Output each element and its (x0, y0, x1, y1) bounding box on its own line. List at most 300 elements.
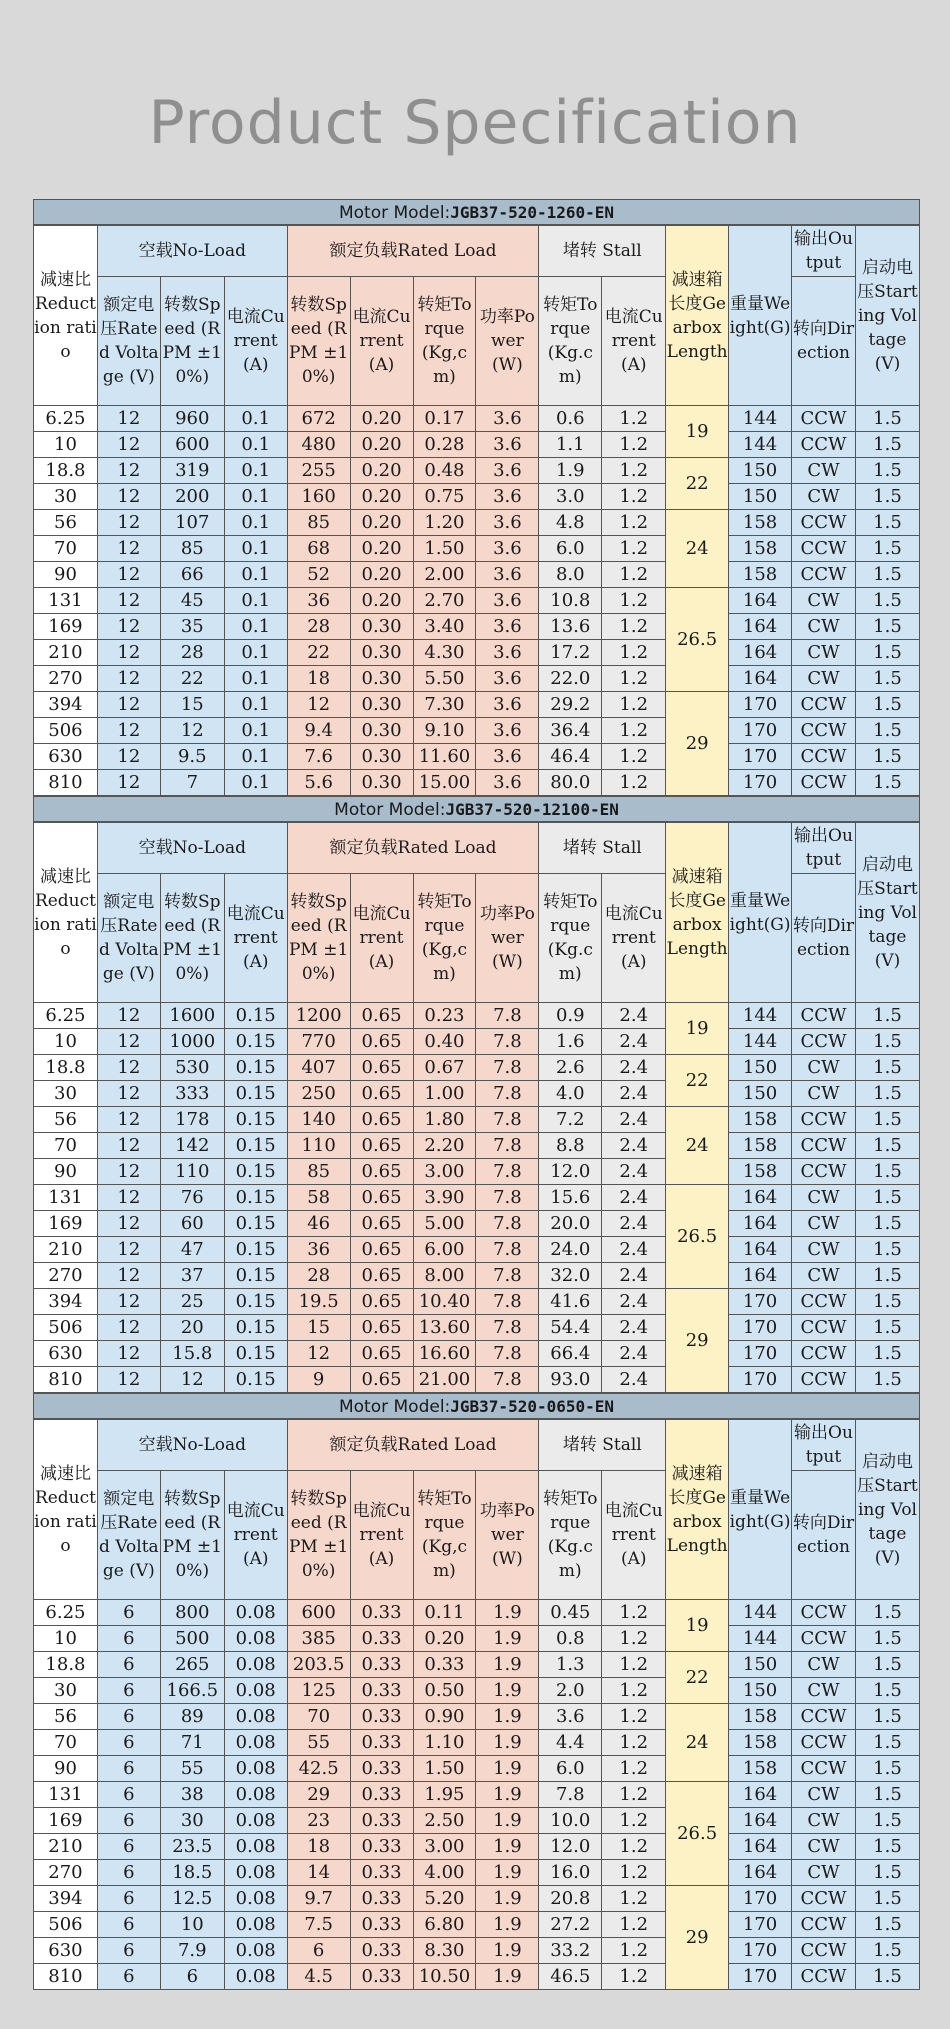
header-rated-torque-text: 转矩Torque (Kg,cm) (417, 892, 472, 984)
cell-weight: 150 (729, 1652, 792, 1678)
header-rated-speed-text: 转数Speed (RPM ±10%) (288, 295, 349, 387)
motor-model-bar (33, 796, 920, 822)
cell-torque-stall: 6.0 (539, 536, 602, 562)
cell-direction: CCW (792, 1756, 856, 1782)
cell-speed-no-load: 800 (160, 1600, 224, 1626)
cell-torque-rated: 5.50 (413, 666, 476, 692)
cell-current-stall: 2.4 (602, 1263, 666, 1289)
header-stall-torque (539, 1471, 602, 1600)
cell-power: 1.9 (476, 1912, 539, 1938)
cell-torque-stall: 46.4 (539, 744, 602, 770)
cell-weight: 150 (729, 1081, 792, 1107)
cell-ratio: 18.8 (34, 1652, 98, 1678)
cell-voltage: 12 (97, 1211, 160, 1237)
table-row (34, 640, 920, 666)
cell-weight: 164 (729, 1211, 792, 1237)
cell-speed-no-load: 25 (160, 1289, 224, 1315)
cell-power: 1.9 (476, 1886, 539, 1912)
cell-torque-stall: 0.8 (539, 1626, 602, 1652)
cell-voltage: 12 (97, 1367, 160, 1393)
cell-ratio: 10 (34, 1029, 98, 1055)
cell-torque-rated: 0.40 (413, 1029, 476, 1055)
cell-gearbox-length-text: 24 (685, 1732, 709, 1753)
cell-torque-rated: 10.50 (413, 1964, 476, 1990)
cell-speed-no-load: 7 (160, 770, 224, 796)
header-output (792, 1420, 856, 1471)
cell-gearbox-length (666, 1652, 729, 1704)
header-reduction-ratio-text: 减速比Reduction ratio (34, 269, 97, 362)
cell-starting-voltage: 1.5 (855, 1289, 919, 1315)
cell-torque-stall: 27.2 (539, 1912, 602, 1938)
cell-power: 7.8 (476, 1003, 539, 1029)
cell-torque-stall: 13.6 (539, 614, 602, 640)
cell-voltage: 12 (97, 1133, 160, 1159)
cell-current-no-load: 0.15 (224, 1263, 287, 1289)
motor-model-label: Motor Model: (338, 203, 451, 223)
cell-torque-stall: 8.0 (539, 562, 602, 588)
table-row (34, 1263, 920, 1289)
cell-torque-rated: 4.30 (413, 640, 476, 666)
cell-current-stall: 2.4 (602, 1289, 666, 1315)
cell-ratio: 210 (34, 1237, 98, 1263)
cell-starting-voltage: 1.5 (855, 1912, 919, 1938)
cell-power: 7.8 (476, 1341, 539, 1367)
header-rated-current (350, 1471, 413, 1600)
cell-torque-rated: 0.23 (413, 1003, 476, 1029)
cell-torque-rated: 3.00 (413, 1834, 476, 1860)
header-no-load (97, 823, 287, 874)
header-no-load-current-text: 电流Current (A) (226, 307, 285, 375)
cell-speed-rated: 19.5 (287, 1289, 350, 1315)
cell-starting-voltage: 1.5 (855, 1626, 919, 1652)
cell-weight: 150 (729, 458, 792, 484)
header-row-group (34, 226, 920, 277)
cell-direction: CCW (792, 1289, 856, 1315)
cell-torque-rated: 2.50 (413, 1808, 476, 1834)
header-no-load-speed-text: 转数Speed (RPM ±10%) (162, 892, 222, 984)
cell-speed-no-load: 35 (160, 614, 224, 640)
cell-direction: CCW (792, 1003, 856, 1029)
page-title: Product Specification (148, 88, 802, 158)
cell-starting-voltage: 1.5 (855, 1938, 919, 1964)
cell-current-no-load: 0.08 (224, 1756, 287, 1782)
cell-speed-no-load: 71 (160, 1730, 224, 1756)
cell-speed-rated: 110 (287, 1133, 350, 1159)
header-reduction-ratio-text: 减速比Reduction ratio (34, 866, 97, 959)
cell-current-rated: 0.30 (350, 666, 413, 692)
cell-current-no-load: 0.08 (224, 1626, 287, 1652)
cell-power: 7.8 (476, 1107, 539, 1133)
cell-voltage: 6 (97, 1912, 160, 1938)
cell-current-no-load: 0.15 (224, 1081, 287, 1107)
cell-direction: CCW (792, 510, 856, 536)
cell-speed-rated: 12 (287, 1341, 350, 1367)
cell-direction: CW (792, 614, 856, 640)
cell-voltage: 12 (97, 484, 160, 510)
cell-voltage: 12 (97, 1185, 160, 1211)
cell-torque-rated: 0.75 (413, 484, 476, 510)
cell-torque-stall: 80.0 (539, 770, 602, 796)
cell-current-rated: 0.33 (350, 1678, 413, 1704)
cell-direction: CCW (792, 1133, 856, 1159)
cell-starting-voltage: 1.5 (855, 1081, 919, 1107)
cell-voltage: 6 (97, 1678, 160, 1704)
cell-direction: CCW (792, 536, 856, 562)
cell-speed-rated: 4.5 (287, 1964, 350, 1990)
cell-ratio: 56 (34, 510, 98, 536)
header-no-load-text: 空载No-Load (138, 241, 246, 261)
cell-voltage: 12 (97, 406, 160, 432)
cell-current-rated: 0.33 (350, 1938, 413, 1964)
cell-speed-no-load: 530 (160, 1055, 224, 1081)
header-stall-text: 堵转 Stall (562, 1435, 642, 1455)
cell-direction: CCW (792, 1315, 856, 1341)
cell-power: 7.8 (476, 1367, 539, 1393)
header-direction (792, 1471, 856, 1600)
table-row (34, 1315, 920, 1341)
cell-current-stall: 1.2 (602, 1886, 666, 1912)
cell-voltage: 12 (97, 1315, 160, 1341)
cell-current-no-load: 0.15 (224, 1289, 287, 1315)
cell-torque-rated: 1.10 (413, 1730, 476, 1756)
cell-speed-no-load: 18.5 (160, 1860, 224, 1886)
cell-weight: 144 (729, 1003, 792, 1029)
cell-current-rated: 0.30 (350, 640, 413, 666)
cell-current-no-load: 0.15 (224, 1055, 287, 1081)
cell-torque-rated: 3.40 (413, 614, 476, 640)
cell-starting-voltage: 1.5 (855, 640, 919, 666)
cell-torque-rated: 1.50 (413, 536, 476, 562)
cell-voltage: 6 (97, 1834, 160, 1860)
cell-speed-no-load: 30 (160, 1808, 224, 1834)
cell-torque-stall: 4.4 (539, 1730, 602, 1756)
header-stall-torque-text: 转矩Torque (Kg.cm) (543, 1489, 598, 1581)
header-direction (792, 277, 856, 406)
cell-voltage: 12 (97, 1003, 160, 1029)
cell-power: 1.9 (476, 1964, 539, 1990)
header-no-load-current (224, 1471, 287, 1600)
table-row (34, 1704, 920, 1730)
cell-starting-voltage: 1.5 (855, 1652, 919, 1678)
cell-speed-no-load: 47 (160, 1237, 224, 1263)
cell-direction: CW (792, 1860, 856, 1886)
header-no-load-speed-text: 转数Speed (RPM ±10%) (162, 295, 222, 387)
cell-speed-rated: 42.5 (287, 1756, 350, 1782)
spec-table (33, 1419, 920, 1990)
cell-torque-stall: 6.0 (539, 1756, 602, 1782)
header-rated-speed-text: 转数Speed (RPM ±10%) (288, 892, 349, 984)
header-rated-load-text: 额定负载Rated Load (329, 241, 497, 261)
cell-torque-stall: 12.0 (539, 1159, 602, 1185)
header-direction (792, 874, 856, 1003)
cell-current-stall: 2.4 (602, 1081, 666, 1107)
header-stall-current-text: 电流Current (A) (604, 307, 663, 375)
cell-gearbox-length-text: 26.5 (677, 1226, 718, 1247)
cell-current-rated: 0.33 (350, 1782, 413, 1808)
cell-weight: 158 (729, 1133, 792, 1159)
header-rated-speed (287, 1471, 350, 1600)
cell-weight: 164 (729, 640, 792, 666)
cell-weight: 164 (729, 1185, 792, 1211)
header-direction-text: 转向Direction (792, 1513, 855, 1557)
cell-power: 7.8 (476, 1055, 539, 1081)
cell-current-stall: 1.2 (602, 1600, 666, 1626)
cell-torque-stall: 22.0 (539, 666, 602, 692)
cell-current-rated: 0.20 (350, 536, 413, 562)
cell-direction: CCW (792, 1912, 856, 1938)
cell-voltage: 6 (97, 1730, 160, 1756)
cell-current-stall: 1.2 (602, 1652, 666, 1678)
cell-ratio: 270 (34, 1263, 98, 1289)
cell-ratio: 70 (34, 1133, 98, 1159)
cell-voltage: 12 (97, 692, 160, 718)
cell-torque-rated: 5.20 (413, 1886, 476, 1912)
header-gearbox-length (666, 1420, 729, 1600)
cell-ratio: 270 (34, 1860, 98, 1886)
cell-starting-voltage: 1.5 (855, 1600, 919, 1626)
cell-weight: 150 (729, 1678, 792, 1704)
cell-current-stall: 1.2 (602, 1834, 666, 1860)
cell-power: 1.9 (476, 1860, 539, 1886)
cell-current-no-load: 0.1 (224, 692, 287, 718)
cell-current-stall: 1.2 (602, 1782, 666, 1808)
cell-torque-rated: 11.60 (413, 744, 476, 770)
cell-direction: CCW (792, 1886, 856, 1912)
cell-starting-voltage: 1.5 (855, 588, 919, 614)
header-starting-voltage-text: 启动电压Starting Voltage(V) (857, 854, 918, 971)
cell-voltage: 6 (97, 1938, 160, 1964)
cell-ratio: 30 (34, 1081, 98, 1107)
cell-speed-rated: 18 (287, 1834, 350, 1860)
cell-speed-rated: 5.6 (287, 770, 350, 796)
cell-torque-stall: 2.6 (539, 1055, 602, 1081)
cell-ratio: 18.8 (34, 458, 98, 484)
cell-gearbox-length-text: 29 (685, 1927, 709, 1948)
cell-direction: CW (792, 458, 856, 484)
cell-power: 7.8 (476, 1185, 539, 1211)
cell-power: 7.8 (476, 1263, 539, 1289)
cell-current-stall: 2.4 (602, 1159, 666, 1185)
cell-gearbox-length (666, 1107, 729, 1185)
header-rated-speed (287, 874, 350, 1003)
cell-voltage: 12 (97, 718, 160, 744)
cell-speed-rated: 1200 (287, 1003, 350, 1029)
cell-speed-no-load: 110 (160, 1159, 224, 1185)
table-row (34, 1860, 920, 1886)
cell-current-rated: 0.65 (350, 1003, 413, 1029)
cell-voltage: 12 (97, 770, 160, 796)
cell-weight: 150 (729, 484, 792, 510)
table-row (34, 1730, 920, 1756)
header-rated-torque (413, 874, 476, 1003)
table-row (34, 588, 920, 614)
cell-ratio: 131 (34, 1185, 98, 1211)
cell-weight: 164 (729, 1860, 792, 1886)
cell-direction: CW (792, 1782, 856, 1808)
cell-direction: CW (792, 1211, 856, 1237)
cell-speed-no-load: 7.9 (160, 1938, 224, 1964)
cell-current-rated: 0.30 (350, 692, 413, 718)
cell-ratio: 10 (34, 432, 98, 458)
cell-power: 7.8 (476, 1237, 539, 1263)
cell-torque-rated: 0.11 (413, 1600, 476, 1626)
cell-torque-stall: 1.1 (539, 432, 602, 458)
cell-current-stall: 2.4 (602, 1003, 666, 1029)
cell-gearbox-length-text: 24 (685, 1135, 709, 1156)
cell-power: 3.6 (476, 666, 539, 692)
header-rated-voltage (97, 1471, 160, 1600)
cell-current-stall: 1.2 (602, 1626, 666, 1652)
cell-weight: 150 (729, 1055, 792, 1081)
cell-starting-voltage: 1.5 (855, 666, 919, 692)
cell-current-rated: 0.65 (350, 1107, 413, 1133)
cell-weight: 158 (729, 1704, 792, 1730)
header-power (476, 874, 539, 1003)
cell-current-rated: 0.20 (350, 484, 413, 510)
cell-speed-rated: 15 (287, 1315, 350, 1341)
cell-power: 3.6 (476, 770, 539, 796)
cell-speed-rated: 250 (287, 1081, 350, 1107)
cell-starting-voltage: 1.5 (855, 1886, 919, 1912)
cell-weight: 164 (729, 1237, 792, 1263)
cell-ratio: 131 (34, 588, 98, 614)
cell-current-no-load: 0.1 (224, 510, 287, 536)
table-row (34, 1652, 920, 1678)
cell-current-no-load: 0.08 (224, 1912, 287, 1938)
header-weight-text: 重量Weight(G) (729, 293, 791, 338)
cell-voltage: 12 (97, 1263, 160, 1289)
cell-current-no-load: 0.1 (224, 406, 287, 432)
cell-ratio: 30 (34, 1678, 98, 1704)
cell-power: 3.6 (476, 406, 539, 432)
cell-weight: 170 (729, 692, 792, 718)
header-rated-load (287, 823, 539, 874)
cell-current-stall: 2.4 (602, 1107, 666, 1133)
cell-speed-rated: 23 (287, 1808, 350, 1834)
cell-ratio: 10 (34, 1626, 98, 1652)
cell-torque-stall: 0.9 (539, 1003, 602, 1029)
header-rated-current (350, 874, 413, 1003)
cell-weight: 170 (729, 1315, 792, 1341)
cell-current-rated: 0.33 (350, 1912, 413, 1938)
cell-weight: 144 (729, 1600, 792, 1626)
cell-starting-voltage: 1.5 (855, 1756, 919, 1782)
cell-gearbox-length (666, 1055, 729, 1107)
cell-current-stall: 1.2 (602, 666, 666, 692)
cell-weight: 164 (729, 588, 792, 614)
cell-direction: CCW (792, 432, 856, 458)
cell-voltage: 6 (97, 1626, 160, 1652)
cell-torque-rated: 6.00 (413, 1237, 476, 1263)
cell-speed-rated: 18 (287, 666, 350, 692)
cell-current-no-load: 0.1 (224, 562, 287, 588)
motor-model-bar (33, 1393, 920, 1419)
cell-starting-voltage: 1.5 (855, 1834, 919, 1860)
cell-current-no-load: 0.15 (224, 1211, 287, 1237)
table-row (34, 484, 920, 510)
spec-sheet (33, 199, 920, 1990)
cell-speed-rated: 140 (287, 1107, 350, 1133)
cell-speed-no-load: 15 (160, 692, 224, 718)
cell-ratio: 6.25 (34, 406, 98, 432)
cell-gearbox-length (666, 1886, 729, 1990)
cell-gearbox-length-text: 26.5 (677, 1823, 718, 1844)
motor-model-label: Motor Model: (338, 1397, 451, 1417)
header-reduction-ratio (34, 226, 98, 406)
cell-speed-rated: 85 (287, 510, 350, 536)
cell-speed-rated: 600 (287, 1600, 350, 1626)
cell-power: 3.6 (476, 614, 539, 640)
cell-torque-stall: 1.6 (539, 1029, 602, 1055)
cell-voltage: 6 (97, 1782, 160, 1808)
cell-direction: CW (792, 1652, 856, 1678)
cell-speed-no-load: 1000 (160, 1029, 224, 1055)
cell-starting-voltage: 1.5 (855, 510, 919, 536)
cell-speed-no-load: 38 (160, 1782, 224, 1808)
cell-power: 3.6 (476, 458, 539, 484)
cell-current-rated: 0.20 (350, 588, 413, 614)
header-rated-current-text: 电流Current (A) (352, 904, 411, 972)
cell-speed-rated: 203.5 (287, 1652, 350, 1678)
header-rated-current-text: 电流Current (A) (352, 1501, 411, 1569)
header-no-load-text: 空载No-Load (138, 1435, 246, 1455)
cell-direction: CW (792, 1237, 856, 1263)
header-reduction-ratio (34, 1420, 98, 1600)
cell-ratio: 210 (34, 1834, 98, 1860)
cell-current-no-load: 0.08 (224, 1886, 287, 1912)
cell-torque-stall: 4.8 (539, 510, 602, 536)
cell-ratio: 394 (34, 1289, 98, 1315)
cell-speed-rated: 160 (287, 484, 350, 510)
header-stall (539, 1420, 666, 1471)
cell-torque-stall: 54.4 (539, 1315, 602, 1341)
cell-current-stall: 2.4 (602, 1237, 666, 1263)
cell-ratio: 90 (34, 1159, 98, 1185)
cell-current-stall: 1.2 (602, 1964, 666, 1990)
cell-current-stall: 1.2 (602, 562, 666, 588)
header-rated-load-text: 额定负载Rated Load (329, 1435, 497, 1455)
cell-current-rated: 0.30 (350, 614, 413, 640)
cell-torque-stall: 66.4 (539, 1341, 602, 1367)
cell-power: 1.9 (476, 1600, 539, 1626)
cell-ratio: 630 (34, 1341, 98, 1367)
cell-torque-rated: 0.48 (413, 458, 476, 484)
cell-weight: 144 (729, 432, 792, 458)
table-row (34, 1834, 920, 1860)
cell-current-rated: 0.65 (350, 1367, 413, 1393)
table-row (34, 744, 920, 770)
cell-direction: CW (792, 588, 856, 614)
cell-current-no-load: 0.08 (224, 1730, 287, 1756)
cell-torque-rated: 21.00 (413, 1367, 476, 1393)
cell-current-rated: 0.30 (350, 770, 413, 796)
motor-model-value: JGB37-520-1260-EN (450, 203, 615, 222)
cell-current-rated: 0.33 (350, 1756, 413, 1782)
cell-current-stall: 1.2 (602, 1938, 666, 1964)
cell-direction: CCW (792, 406, 856, 432)
header-starting-voltage-text: 启动电压Starting Voltage(V) (857, 1451, 918, 1568)
cell-current-no-load: 0.15 (224, 1003, 287, 1029)
cell-ratio: 810 (34, 1367, 98, 1393)
cell-torque-stall: 20.0 (539, 1211, 602, 1237)
header-no-load (97, 226, 287, 277)
cell-ratio: 210 (34, 640, 98, 666)
cell-current-no-load: 0.15 (224, 1341, 287, 1367)
cell-current-rated: 0.33 (350, 1860, 413, 1886)
cell-voltage: 6 (97, 1652, 160, 1678)
cell-starting-voltage: 1.5 (855, 432, 919, 458)
cell-torque-rated: 0.50 (413, 1678, 476, 1704)
